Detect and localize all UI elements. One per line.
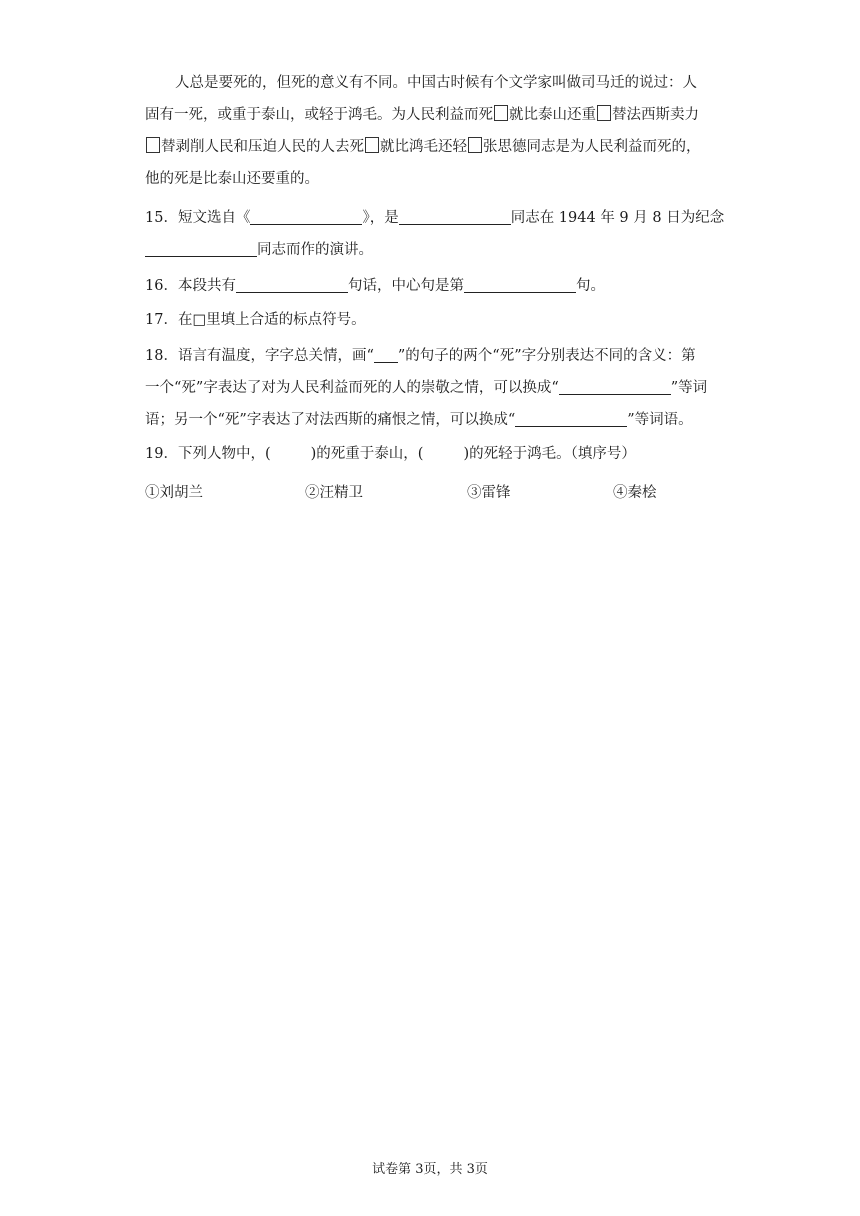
option-3: ③雷锋	[467, 485, 511, 501]
answer-blank[interactable]	[399, 208, 511, 225]
page-footer: 试卷第 3页，共 3页	[372, 1162, 488, 1177]
option-2: ②汪精卫	[305, 485, 363, 501]
passage-line-3: 替剥削人民和压迫人民的人去死 就比鸿毛还轻 张思德同志是为人民利益而死的，	[145, 131, 720, 163]
question-15: 15．短文选自《 》，是 同志在 1944 年 9 月 8 日为纪念 同志而作的演讲。	[145, 210, 725, 258]
passage	[145, 67, 720, 195]
underline-sample	[374, 346, 398, 363]
answer-blank[interactable]	[145, 240, 257, 257]
answer-blank[interactable]	[236, 276, 348, 293]
question-16: 16．本段共有 句话，中心句是第 句。	[145, 278, 605, 294]
passage-line-1: 人总是要死的，但死的意义有不同。中国古时候有个文学家叫做司马迁的说过：人	[175, 75, 697, 91]
answer-blank[interactable]	[250, 208, 362, 225]
answer-blank[interactable]	[559, 378, 671, 395]
punctuation-box[interactable]	[468, 137, 482, 153]
punctuation-box[interactable]	[146, 137, 160, 153]
punctuation-box[interactable]	[365, 137, 379, 153]
question-17: 17．在□里填上合适的标点符号。	[145, 312, 366, 328]
option-4: ④秦桧	[613, 485, 657, 501]
question-19: 19．下列人物中，( )的死重于泰山，( )的死轻于鸿毛。（填序号）	[145, 446, 636, 462]
punctuation-box[interactable]	[597, 105, 611, 121]
passage-line-4: 他的死是比泰山还要重的。	[145, 171, 319, 187]
punctuation-box[interactable]	[494, 105, 508, 121]
answer-blank[interactable]	[464, 276, 576, 293]
answer-blank[interactable]	[515, 410, 627, 427]
question-18: 18．语言有温度，字字总关情，画“ ”的句子的两个“死”字分别表达不同的含义：第 一个“死”字表达了对为人民利益而死的人的崇敬之情，可以换成“ ”等词 语；另一个“死”字表达了对法西斯的痛恨之情，可以换成“ ”等词语。	[145, 348, 708, 428]
option-1: ①刘胡兰	[145, 485, 203, 501]
passage-line-2: 固有一死，或重于泰山，或轻于鸿毛。为人民利益而死 就比泰山还重 替法西斯卖力	[145, 107, 699, 123]
